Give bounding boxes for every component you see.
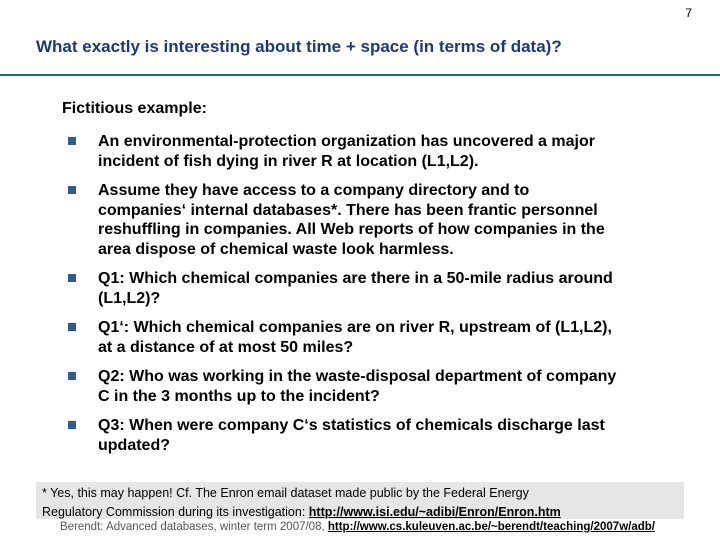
bullet-item	[62, 416, 702, 455]
square-bullet-icon	[68, 323, 76, 331]
bullet-line: updated?	[98, 436, 170, 454]
square-bullet-icon	[68, 421, 76, 429]
bullet-line: Q2: Who was working in the waste-disposal department of company	[98, 368, 617, 385]
footnote-line	[42, 503, 678, 519]
bullet-item	[62, 132, 702, 171]
footnote-line: * Yes, this may happen! Cf. The Enron email dataset made public by the Federal Energy	[42, 486, 529, 500]
bullet-line: An environmental-protection organization has uncovered a major	[98, 133, 595, 150]
bullet-line: Assume they have access to a company directory and to	[98, 182, 530, 199]
bullet-line: area dispose of chemical waste look harmless.	[98, 240, 454, 258]
bullet-line: Q1: Which chemical companies are there in a 50-mile radius around	[98, 270, 613, 287]
bullet-item	[62, 269, 702, 308]
bullet-item	[62, 318, 702, 357]
bullet-list	[62, 132, 702, 465]
title-rule	[0, 74, 720, 76]
enron-dataset-link[interactable]: http://www.isi.edu/~adibi/Enron/Enron.htm	[308, 505, 561, 519]
bullet-line: Q3: When were company C‘s statistics of chemicals discharge last	[98, 417, 605, 434]
bullet-item	[62, 181, 702, 259]
square-bullet-icon	[68, 372, 76, 380]
square-bullet-icon	[68, 137, 76, 145]
bullet-line: incident of fish dying in river R at location (L1,L2).	[98, 152, 479, 170]
slide-footer	[60, 521, 655, 533]
square-bullet-icon	[68, 274, 76, 282]
bullet-line: at a distance of at most 50 miles?	[98, 338, 354, 356]
slide-title: What exactly is interesting about time + space (in terms of data)?	[36, 37, 562, 56]
intro-text: Fictitious example:	[62, 100, 207, 117]
bullet-item	[62, 367, 702, 406]
footnote-text: Regulatory Commission during its investigation:	[42, 505, 309, 519]
footer-text: Berendt: Advanced databases, winter term 2007/08,	[60, 521, 328, 533]
bullet-line: C in the 3 months up to the incident?	[98, 387, 380, 405]
footnote-box	[36, 482, 684, 519]
bullet-line: companies‘ internal databases*. There has been frantic personnel	[98, 201, 598, 219]
square-bullet-icon	[68, 186, 76, 194]
bullet-line: (L1,L2)?	[98, 289, 161, 307]
course-website-link[interactable]: http://www.cs.kuleuven.ac.be/~berendt/teaching/2007w/adb/	[327, 521, 655, 533]
page-number: 7	[685, 6, 692, 20]
bullet-line: Q1‘: Which chemical companies are on river R, upstream of (L1,L2),	[98, 319, 612, 336]
bullet-line: reshuffling in companies. All Web reports of how companies in the	[98, 221, 605, 238]
